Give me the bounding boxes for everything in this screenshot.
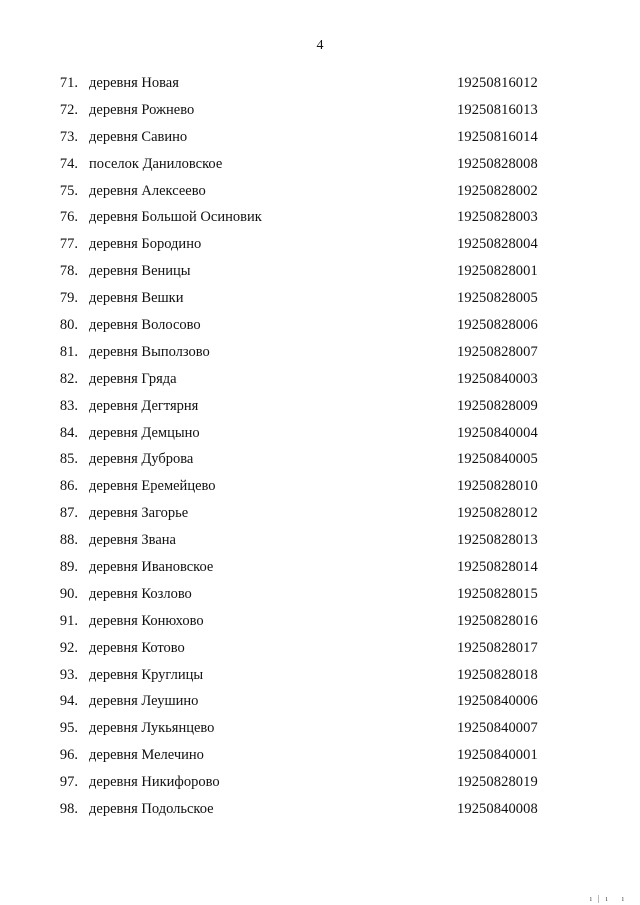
item-number: 73. — [59, 128, 78, 145]
settlement-name: деревня Подольское — [89, 801, 214, 818]
settlement-name: деревня Волосово — [89, 317, 201, 334]
settlement-code: 19250828014 — [457, 559, 538, 576]
list-item — [0, 554, 640, 581]
footer-mark: ı|ı ı — [589, 894, 630, 903]
settlement-code: 19250840005 — [457, 451, 538, 468]
settlement-name: деревня Демцыно — [89, 424, 200, 441]
settlement-code: 19250828006 — [457, 317, 538, 334]
settlement-name: деревня Бородино — [89, 236, 202, 253]
settlement-name: деревня Большой Осиновик — [89, 209, 262, 226]
list-item — [0, 742, 640, 769]
list-item — [0, 608, 640, 635]
item-number: 76. — [59, 209, 78, 226]
settlement-name: деревня Веницы — [89, 263, 191, 280]
item-number: 95. — [59, 720, 78, 737]
item-number: 94. — [59, 693, 78, 710]
item-number: 93. — [59, 666, 78, 683]
item-number: 84. — [59, 424, 78, 441]
settlement-code: 19250840008 — [457, 801, 538, 818]
settlement-code: 19250840006 — [457, 693, 538, 710]
list-item — [0, 446, 640, 473]
list-item — [0, 688, 640, 715]
list-item — [0, 70, 640, 97]
item-number: 83. — [59, 397, 78, 414]
item-number: 77. — [59, 236, 78, 253]
settlement-name: деревня Никифорово — [89, 774, 220, 791]
settlement-name: деревня Загорье — [89, 505, 189, 522]
settlement-name: деревня Звана — [89, 532, 176, 549]
settlement-code: 19250828003 — [457, 209, 538, 226]
settlement-code: 19250828004 — [457, 236, 538, 253]
item-number: 89. — [59, 559, 78, 576]
list-item — [0, 635, 640, 662]
settlement-name: деревня Новая — [89, 75, 179, 91]
settlement-code: 19250828019 — [457, 774, 538, 791]
list-item — [0, 285, 640, 312]
settlement-code: 19250816013 — [457, 101, 538, 118]
settlement-name: деревня Конюхово — [89, 612, 204, 629]
settlement-name: деревня Леушино — [89, 693, 199, 710]
settlement-list — [0, 70, 640, 823]
settlement-code: 19250840004 — [457, 424, 538, 441]
settlement-name: деревня Еремейцево — [89, 478, 216, 495]
settlement-name: деревня Вешки — [89, 290, 184, 307]
list-item — [0, 420, 640, 447]
item-number: 80. — [59, 317, 78, 334]
settlement-name: деревня Круглицы — [89, 666, 204, 683]
list-item — [0, 97, 640, 124]
settlement-code: 19250840001 — [457, 747, 538, 764]
settlement-code: 19250840003 — [457, 370, 538, 387]
settlement-code: 19250828017 — [457, 639, 538, 656]
settlement-name: деревня Алексеево — [89, 182, 206, 199]
item-number: 74. — [59, 155, 78, 172]
settlement-code: 19250828015 — [457, 585, 538, 602]
item-number: 71. — [59, 75, 78, 91]
list-item — [0, 393, 640, 420]
settlement-code: 19250828005 — [457, 290, 538, 307]
list-item — [0, 204, 640, 231]
list-item — [0, 258, 640, 285]
item-number: 72. — [59, 101, 78, 118]
item-number: 85. — [59, 451, 78, 468]
item-number: 96. — [59, 747, 78, 764]
settlement-code: 19250828007 — [457, 343, 538, 360]
item-number: 79. — [59, 290, 78, 307]
list-item — [0, 500, 640, 527]
settlement-name: деревня Ивановское — [89, 559, 214, 576]
settlement-code: 19250828013 — [457, 532, 538, 549]
item-number: 75. — [59, 182, 78, 199]
list-item — [0, 473, 640, 500]
list-item — [0, 527, 640, 554]
list-item — [0, 231, 640, 258]
item-number: 88. — [59, 532, 78, 549]
settlement-code: 19250828008 — [457, 155, 538, 172]
settlement-name: деревня Лукьянцево — [89, 720, 215, 737]
settlement-code: 19250840007 — [457, 720, 538, 737]
settlement-code: 19250816012 — [457, 75, 538, 91]
settlement-name: деревня Дегтярня — [89, 397, 199, 414]
item-number: 97. — [59, 774, 78, 791]
list-item — [0, 796, 640, 823]
settlement-name: деревня Котово — [89, 639, 185, 656]
list-item — [0, 715, 640, 742]
settlement-code: 19250816014 — [457, 128, 538, 145]
settlement-name: деревня Дуброва — [89, 451, 194, 468]
settlement-code: 19250828018 — [457, 666, 538, 683]
settlement-name: деревня Гряда — [89, 370, 177, 387]
settlement-name: деревня Мелечино — [89, 747, 204, 764]
list-item — [0, 581, 640, 608]
settlement-name: деревня Рожнево — [89, 101, 195, 118]
settlement-code: 19250828001 — [457, 263, 538, 280]
settlement-name: поселок Даниловское — [89, 155, 223, 172]
list-item — [0, 366, 640, 393]
list-item — [0, 151, 640, 178]
settlement-code: 19250828002 — [457, 182, 538, 199]
item-number: 91. — [59, 612, 78, 629]
list-item — [0, 339, 640, 366]
settlement-code: 19250828012 — [457, 505, 538, 522]
settlement-code: 19250828016 — [457, 612, 538, 629]
item-number: 87. — [59, 505, 78, 522]
item-number: 92. — [59, 639, 78, 656]
settlement-name: деревня Савино — [89, 128, 188, 145]
page-number: 4 — [316, 38, 324, 53]
item-number: 82. — [59, 370, 78, 387]
settlement-code: 19250828010 — [457, 478, 538, 495]
list-item — [0, 178, 640, 205]
settlement-name: деревня Козлово — [89, 585, 192, 602]
settlement-name: деревня Выползово — [89, 343, 210, 360]
list-item — [0, 312, 640, 339]
list-item — [0, 124, 640, 151]
list-item — [0, 769, 640, 796]
item-number: 98. — [59, 801, 78, 818]
item-number: 90. — [59, 585, 78, 602]
settlement-code: 19250828009 — [457, 397, 538, 414]
item-number: 81. — [59, 343, 78, 360]
list-item — [0, 662, 640, 689]
item-number: 86. — [59, 478, 78, 495]
item-number: 78. — [59, 263, 78, 280]
